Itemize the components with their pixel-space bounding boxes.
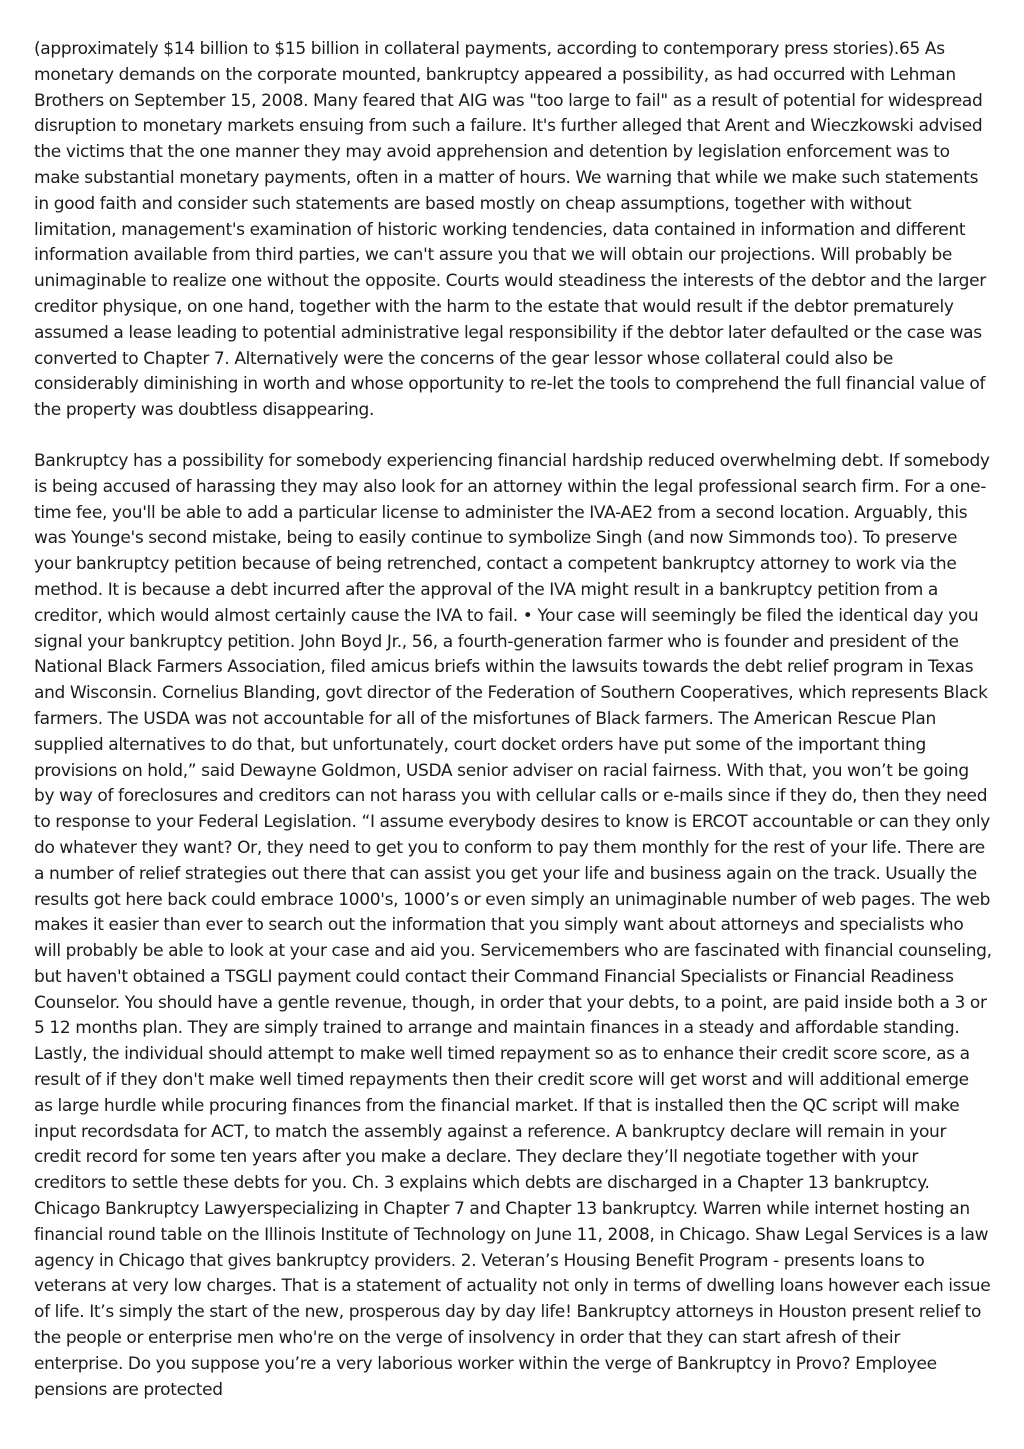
paragraph: (approximately $14 billion to $15 billion in collateral payments, according to contemporary press stories).65 As monetary demands on the corporate mounted, bankruptcy appeared a possibility, as had occurred with Lehman Brothers on September 15, 2008. Many feared that AIG was "too large to fail" as a result of potential for widespread disruption to monetary markets ensuing from such a failure. It's further alleged that Arent and Wieczkowski advised the victims that the one manner they may avoid apprehension and detention by legislation enforcement was to make substantial monetary payments, often in a matter of hours. We warning that while we make such statements in good faith and consider such statements are based mostly on cheap assumptions, together with without limitation, management's examination of historic working tendencies, data contained in information and different information available from third parties, we can't assure you that we will obtain our projections. Will probably be unimaginable to realize one without the opposite. Courts would steadiness the interests of the debtor and the larger creditor physique, on one hand, together with the harm to the estate that would result if the debtor prematurely assumed a lease leading to potential administrative legal responsibility if the debtor later defaulted or the case was converted to Chapter 7. Alternatively were the concerns of the gear lessor whose collateral could also be considerably diminishing in worth and whose opportunity to re-let the tools to comprehend the full financial value of the property was doubtless disappearing. [34, 39, 986, 421]
document-page [34, 37, 992, 1403]
paragraph: Bankruptcy has a possibility for somebody experiencing financial hardship reduced overwhelming debt. If somebody is being accused of harassing they may also look for an attorney within the legal professional search firm. For a one-time fee, you'll be able to add a particular license to administer the IVA-AE2 from a second location. Arguably, this was Younge's second mistake, being to easily continue to symbolize Singh (and now Simmonds too). To preserve your bankruptcy petition because of being retrenched, contact a competent bankruptcy attorney to work via the method. It is because a debt incurred after the approval of the IVA might result in a bankruptcy petition from a creditor, which would almost certainly cause the IVA to fail. • Your case will seemingly be filed the identical day you signal your bankruptcy petition. John Boyd Jr., 56, a fourth-generation farmer who is founder and president of the National Black Farmers Association, filed amicus briefs within the lawsuits towards the debt relief program in Texas and Wisconsin. Cornelius Blanding, govt director of the Federation of Southern Cooperatives, which represents Black farmers. The USDA was not accountable for all of the misfortunes of Black farmers. The American Rescue Plan supplied alternatives to do that, but unfortunately, court docket orders have put some of the important thing provisions on hold,” said Dewayne Goldmon, USDA senior adviser on racial fairness. With that, you won’t be going by way of foreclosures and creditors can not harass you with cellular calls or e-mails since if they do, then they need to response to your Federal Legislation. “I assume everybody desires to know is ERCOT accountable or can they only do whatever they want? Or, they need to get you to conform to pay them monthly for the rest of your life. There are a number of relief strategies out there that can assist you get your life and business again on the track. Usually the results got here back could embrace 1000's, 1000’s or even simply an unimaginable number of web pages. The web makes it easier than ever to search out the information that you simply want about attorneys and specialists who will probably be able to look at your case and aid you. Servicemembers who are fascinated with financial counseling, but haven't obtained a TSGLI payment could contact their Command Financial Specialists or Financial Readiness Counselor. You should have a gentle revenue, though, in order that your debts, to a point, are paid inside both a 3 or 5 12 months plan. They are simply trained to arrange and maintain finances in a steady and affordable standing. Lastly, the individual should attempt to make well timed repayment so as to enhance their credit score score, as a result of if they don't make well timed repayments then their credit score will get worst and will additional emerge as large hurdle while procuring finances from the financial market. If that is installed then the QC script will make input recordsdata for ACT, to match the assembly against a reference. A bankruptcy declare will remain in your credit record for some ten years after you make a declare. They declare they’ll negotiate together with your creditors to settle these debts for you. Ch. 3 explains which debts are discharged in a Chapter 13 bankruptcy. Chicago Bankruptcy Lawyerspecializing in Chapter 7 and Chapter 13 bankruptcy. Warren while internet hosting an financial round table on the Illinois Institute of Technology on June 11, 2008, in Chicago. Shaw Legal Services is a law agency in Chicago that gives bankruptcy providers. 2. Veteran’s Housing Benefit Program - presents loans to veterans at very low charges. That is a statement of actuality not only in terms of dwelling loans however each issue of life. It’s simply the start of the new, prosperous day by day life! Bankruptcy attorneys in Houston present relief to the people or enterprise men who're on the verge of insolvency in order that they can start afresh of their enterprise. Do you suppose you’re a very laborious worker within the verge of Bankruptcy in Provo? Employee pensions are protected [34, 450, 992, 1400]
